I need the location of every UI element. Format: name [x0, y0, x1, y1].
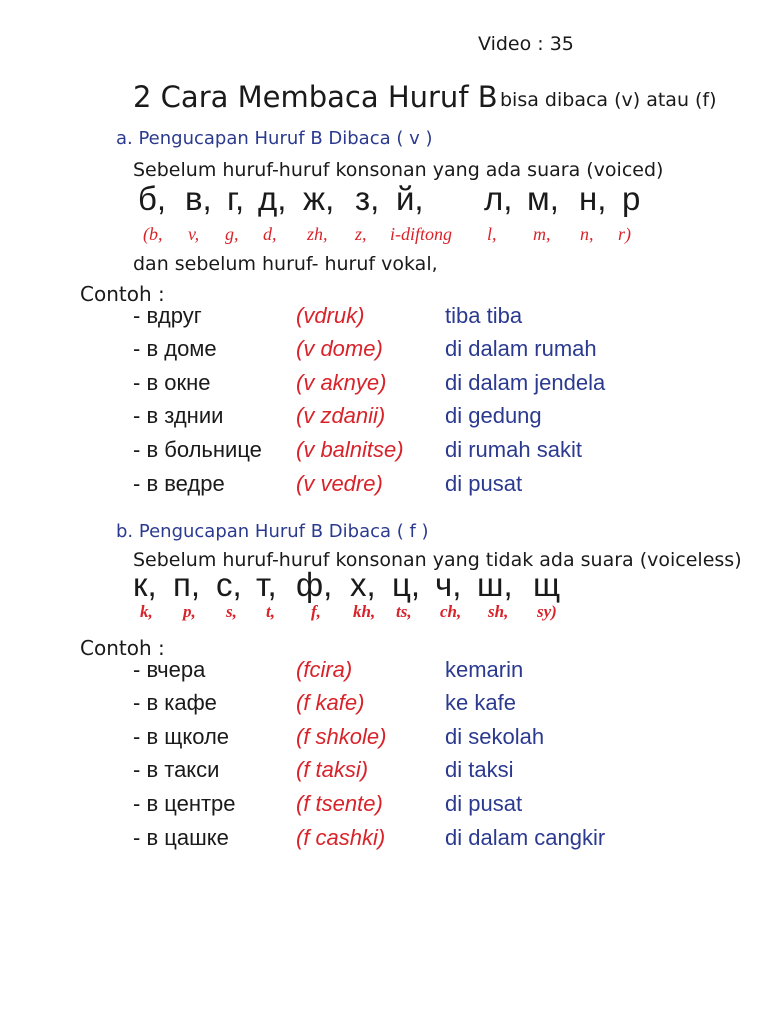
example-a-3-translit: (v zdanii): [296, 403, 386, 428]
translit-a-6: i-diftong: [390, 224, 452, 244]
example-a-3-meaning: di gedung: [445, 403, 542, 428]
translit-b-9: sy): [537, 602, 557, 621]
example-a-2-translit: (v aknye): [296, 370, 387, 395]
section-a-translit-row: [0, 224, 768, 248]
letter-a-7: л,: [484, 180, 513, 217]
translit-a-10: r): [618, 224, 631, 244]
translit-a-1: v,: [188, 224, 200, 244]
letter-a-6: й,: [396, 180, 424, 217]
translit-b-1: p,: [183, 602, 196, 621]
translit-b-4: f,: [311, 602, 321, 621]
example-b-2-russian: - в щколе: [133, 724, 230, 749]
section-a-note: dan sebelum huruf- huruf vokal,: [133, 253, 438, 275]
letter-b-0: к,: [133, 566, 157, 603]
translit-b-5: kh,: [353, 602, 376, 621]
section-a-letter-row: [0, 180, 768, 224]
letter-b-5: х,: [350, 566, 376, 603]
example-b-0-meaning: kemarin: [445, 657, 524, 682]
translit-a-8: m,: [533, 224, 551, 244]
example-a-1-meaning: di dalam rumah: [445, 336, 597, 361]
letter-b-7: ч,: [435, 566, 462, 603]
letter-b-1: п,: [173, 566, 201, 603]
letter-b-2: с,: [216, 566, 242, 603]
example-a-0-translit: (vdruk): [296, 303, 365, 328]
translit-a-0: (b,: [143, 224, 163, 244]
section-b-letter-row: [0, 566, 768, 606]
letter-a-4: ж,: [303, 180, 335, 217]
page-subtitle: bisa dibaca (v) atau (f): [500, 89, 717, 111]
page-title: 2 Cara Membaca Huruf В: [133, 80, 498, 114]
example-b-3-translit: (f taksi): [296, 757, 369, 782]
example-b-4-translit: (f tsente): [296, 791, 383, 816]
section-b-contoh-label: Contoh :: [80, 636, 165, 660]
translit-a-2: g,: [225, 224, 239, 244]
example-a-5-translit: (v vedre): [296, 471, 383, 496]
translit-b-0: k,: [140, 602, 153, 621]
example-a-2-meaning: di dalam jendela: [445, 370, 606, 395]
section-b-description: Sebelum huruf-huruf konsonan yang tidak ada suara (voiceless): [133, 549, 742, 571]
example-b-1-translit: (f kafe): [296, 690, 365, 715]
letter-b-6: ц,: [392, 566, 421, 603]
translit-a-4: zh,: [307, 224, 328, 244]
example-b-2-meaning: di sekolah: [445, 724, 545, 749]
example-a-5-russian: - в ведре: [133, 471, 225, 496]
example-a-4-meaning: di rumah sakit: [445, 437, 582, 462]
letter-b-8: ш,: [477, 566, 513, 603]
example-b-1-russian: - в кафе: [133, 690, 217, 715]
letter-a-0: б,: [138, 180, 167, 217]
example-a-0-russian: - вдруг: [133, 303, 202, 328]
example-b-2-translit: (f shkole): [296, 724, 387, 749]
section-b-heading: b. Pengucapan Huruf В Dibaca ( f ): [116, 521, 429, 542]
letter-a-1: в,: [185, 180, 212, 217]
translit-b-6: ts,: [396, 602, 412, 621]
letter-a-5: з,: [355, 180, 380, 217]
translit-a-3: d,: [263, 224, 277, 244]
example-b-4-meaning: di pusat: [445, 791, 523, 816]
translit-b-7: ch,: [440, 602, 462, 621]
example-a-5-meaning: di pusat: [445, 471, 523, 496]
section-a-heading: a. Pengucapan Huruf В Dibaca ( v ): [116, 128, 433, 149]
letter-a-10: р: [622, 180, 641, 217]
example-a-0-meaning: tiba tiba: [445, 303, 523, 328]
example-b-4-russian: - в центре: [133, 791, 236, 816]
example-a-1-translit: (v dome): [296, 336, 383, 361]
example-b-3-meaning: di taksi: [445, 757, 514, 782]
video-number: Video : 35: [478, 33, 574, 55]
letter-a-9: н,: [579, 180, 607, 217]
translit-b-3: t,: [266, 602, 275, 621]
section-a-contoh-label: Contoh :: [80, 282, 165, 306]
letter-a-2: г,: [227, 180, 245, 217]
translit-a-9: n,: [580, 224, 594, 244]
translit-a-5: z,: [355, 224, 367, 244]
example-b-0-translit: (fcira): [296, 657, 353, 682]
example-a-2-russian: - в окне: [133, 370, 211, 395]
translit-b-8: sh,: [488, 602, 509, 621]
example-a-4-translit: (v balnitse): [296, 437, 404, 462]
translit-a-7: l,: [487, 224, 497, 244]
example-a-1-russian: - в доме: [133, 336, 217, 361]
example-b-1-meaning: ke kafe: [445, 690, 516, 715]
letter-a-8: м,: [527, 180, 559, 217]
letter-b-3: т,: [256, 566, 277, 603]
section-a-description: Sebelum huruf-huruf konsonan yang ada suara (voiced): [133, 159, 664, 181]
translit-b-2: s,: [226, 602, 237, 621]
example-b-5-russian: - в цашке: [133, 825, 229, 850]
example-a-4-russian: - в больнице: [133, 437, 262, 462]
example-b-5-meaning: di dalam cangkir: [445, 825, 606, 850]
example-b-0-russian: - вчера: [133, 657, 206, 682]
letter-b-4: ф,: [296, 566, 333, 603]
letter-a-3: д,: [258, 180, 287, 217]
example-b-3-russian: - в такси: [133, 757, 220, 782]
example-a-3-russian: - в зднии: [133, 403, 224, 428]
example-b-5-translit: (f cashki): [296, 825, 386, 850]
letter-b-9: щ: [533, 566, 561, 603]
section-b-translit-row: [0, 602, 768, 624]
